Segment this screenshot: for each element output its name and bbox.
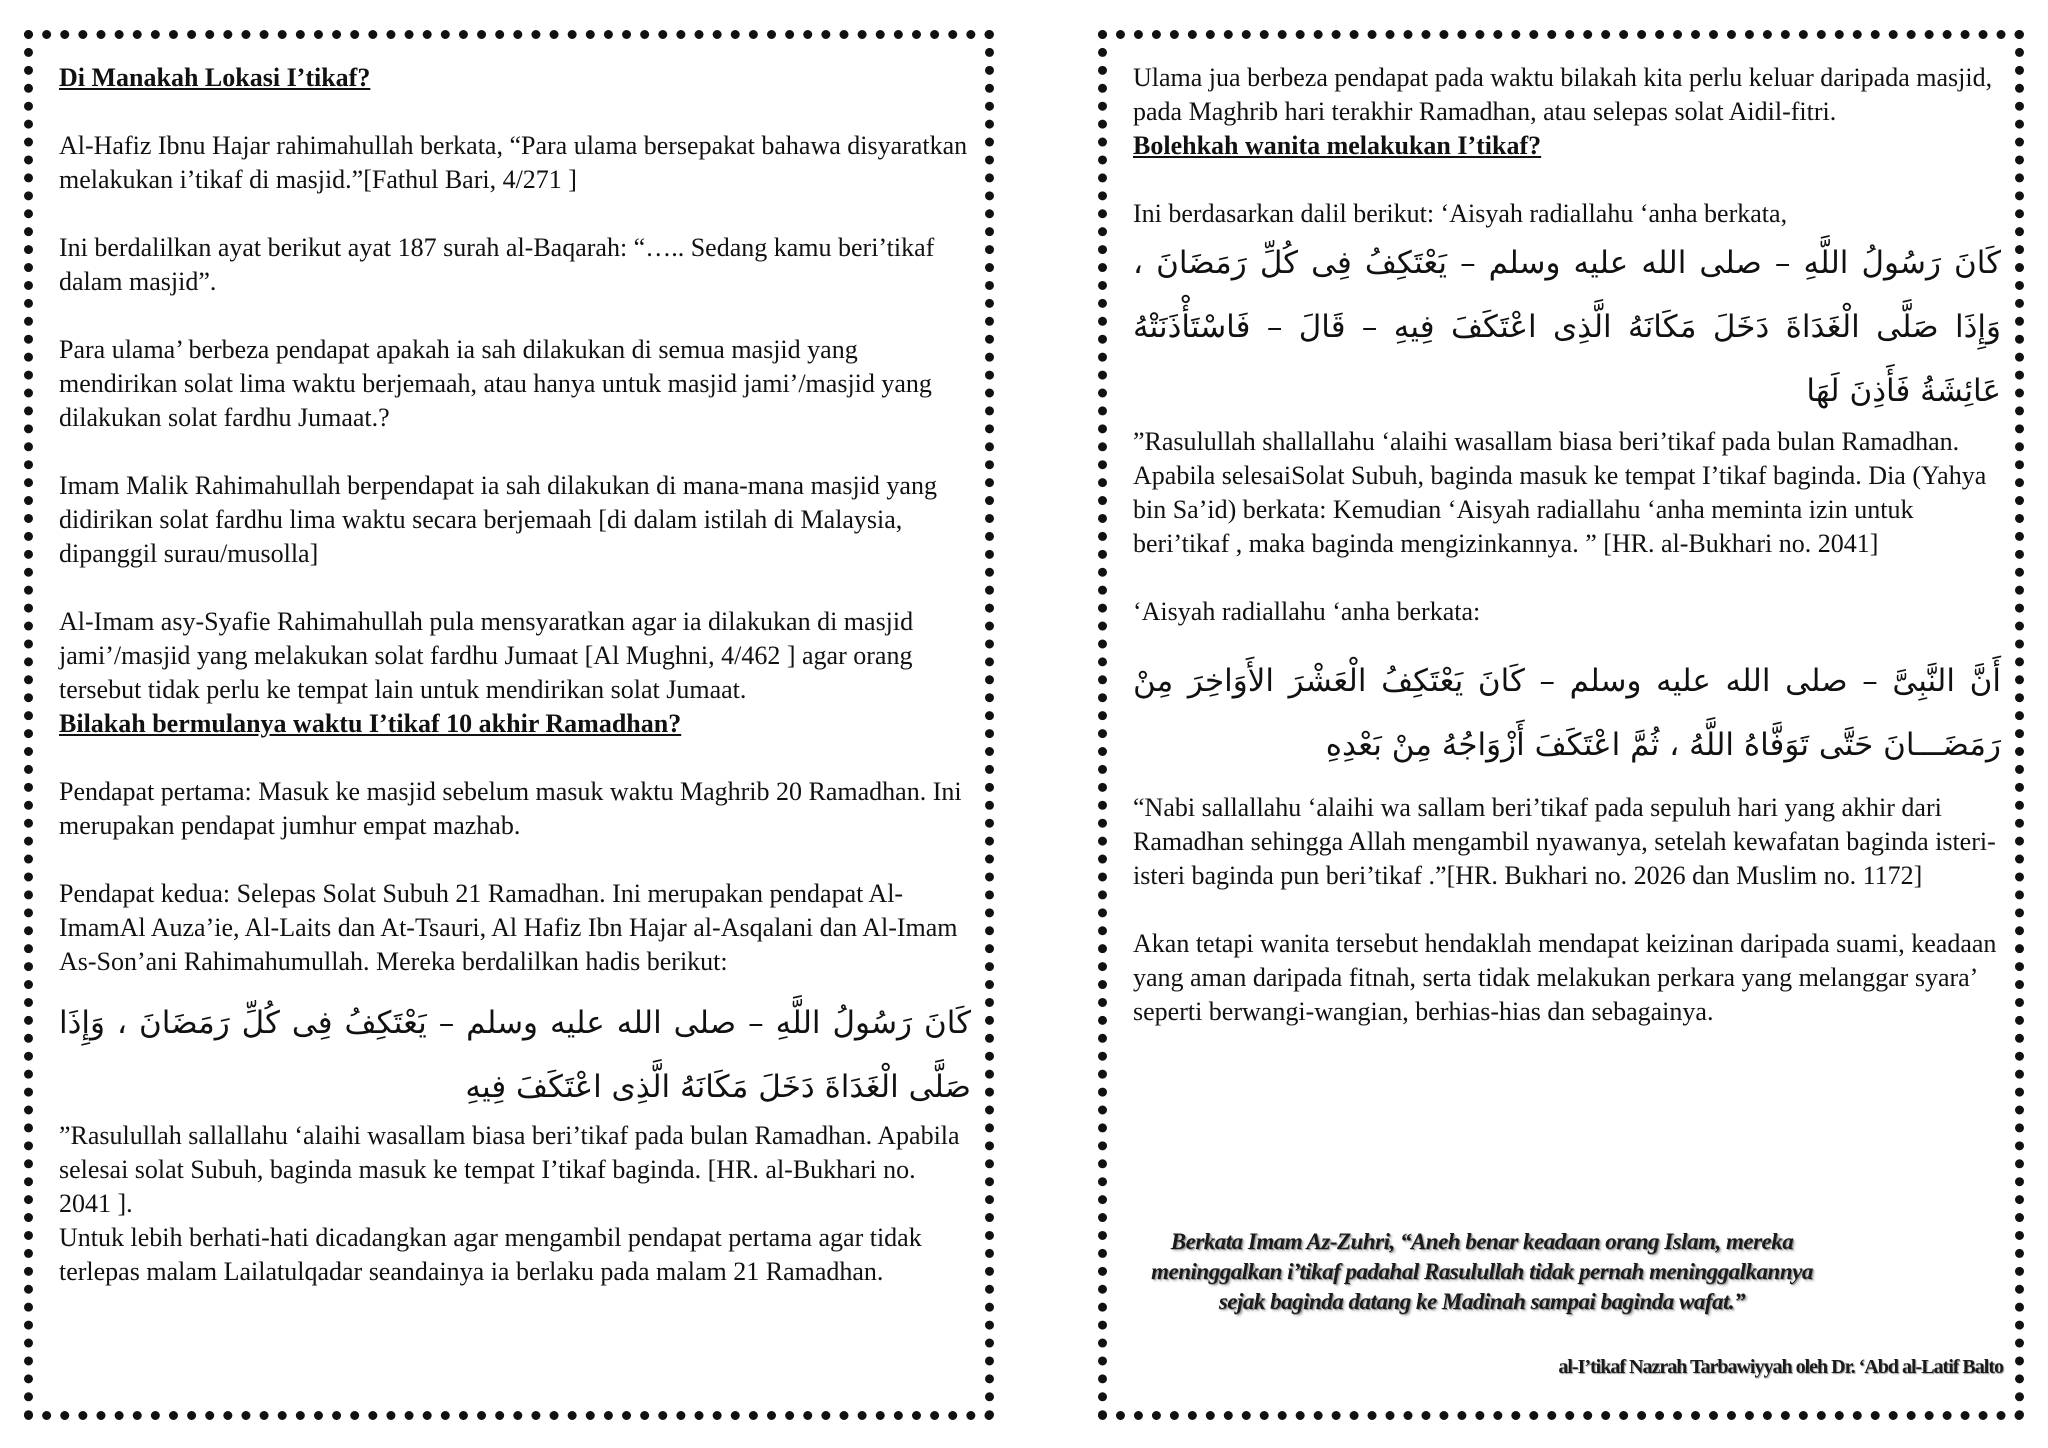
paragraph-pendapat-kedua: Pendapat kedua: Selepas Solat Subuh 21 Ramadhan. Ini merupakan pendapat Al-ImamAl Auza’ie, Al-Laits dan At-Tsauri, Al Hafiz Ibn Hajar al-Asqalani dan Al-Imam As-Son’ani Rahimahumullah. Mereka berdalilkan hadis berikut: <box>59 879 958 976</box>
right-column-frame <box>1098 30 2024 1420</box>
paragraph-aisyah-berkata: ‘Aisyah radiallahu ‘anha berkata: <box>1133 597 1481 626</box>
paragraph-imam-malik: Imam Malik Rahimahullah berpendapat ia sah dilakukan di mana-mana masjid yang didirikan solat fardhu lima waktu secara berjemaah [di dalam istilah di Malaysia, dipanggil surau/musolla] <box>59 471 937 568</box>
paragraph-al-baqarah: Ini berdalilkan ayat berikut ayat 187 surah al-Baqarah: “….. Sedang kamu beri’tikaf dalam masjid”. <box>59 233 935 296</box>
paragraph-hadith-translation-3: “Nabi sallallahu ‘alaihi wa sallam beri’tikaf pada sepuluh hari yang akhir dari Ramadhan sehingga Allah mengambil nyawanya, setelah kewafatan baginda isteri-isteri baginda pun beri’tikaf .”[HR. Bukhari no. 2026 dan Muslim no. 1172] <box>1133 793 1996 890</box>
paragraph-hadith-translation-2: ”Rasulullah shallallahu ‘alaihi wasallam biasa beri’tikaf pada bulan Ramadhan. Apabila selesaiSolat Subuh, baginda masuk ke tempat I’tikaf baginda. Dia (Yahya bin Sa’id) berkata: Kemudian ‘Aisyah radiallahu ‘anha meminta izin untuk beri’tikaf , maka baginda mengizinkannya. ” [HR. al-Bukhari no. 2041] <box>1133 427 1987 558</box>
paragraph-imam-syafie: Al-Imam asy-Syafie Rahimahullah pula mensyaratkan agar ia dilakukan di masjid jami’/masjid yang melakukan solat fardhu Jumaat [Al Mughni, 4/462 ] agar orang tersebut tidak perlu ke tempat lain untuk mendirikan solat Jumaat. <box>59 607 914 704</box>
arabic-hadith-3: أَنَّ النَّبِىَّ – صلى الله عليه وسلم – كَانَ يَعْتَكِفُ الْعَشْرَ الأَوَاخِرَ مِنْ رَمَضَـــانَ حَتَّى تَوَفَّاهُ اللَّهُ ، ثُمَّ اعْتَكَفَ أَزْوَاجُهُ مِنْ بَعْدِهِ <box>1133 663 2001 763</box>
arabic-hadith-1: كَانَ رَسُولُ اللَّهِ – صلى الله عليه وسلم – يَعْتَكِفُ فِى كُلِّ رَمَضَانَ ، وَإِذَا صَلَّى الْغَدَاةَ دَخَلَ مَكَانَهُ الَّذِى اعْتَكَفَ فِيهِ <box>59 1005 971 1105</box>
paragraph-keluar-masjid: Ulama jua berbeza pendapat pada waktu bilakah kita perlu keluar daripada masjid, pada Maghrib hari terakhir Ramadhan, atau selepas solat Aidil-fitri. <box>1133 63 1993 126</box>
heading-wanita-itikaf: Bolehkah wanita melakukan I’tikaf? <box>1133 131 1542 160</box>
left-column-frame <box>24 30 994 1420</box>
paragraph-izin-suami: Akan tetapi wanita tersebut hendaklah mendapat keizinan daripada suami, keadaan yang aman daripada fitnah, serta tidak melakukan perkara yang melanggar syara’ seperti berwangi-wangian, berhias-hias dan sebagainya. <box>1133 929 1997 1026</box>
left-column-content <box>59 61 971 1289</box>
arabic-hadith-2: كَانَ رَسُولُ اللَّهِ – صلى الله عليه وسلم – يَعْتَكِفُ فِى كُلِّ رَمَضَانَ ، وَإِذَا صَلَّى الْغَدَاةَ دَخَلَ مَكَانَهُ الَّذِى اعْتَكَفَ فِيهِ – قَالَ – فَاسْتَأْذَنَتْهُ عَائِشَةُ فَأَذِنَ لَهَا <box>1133 245 2001 409</box>
heading-bilakah-bermula: Bilakah bermulanya waktu I’tikaf 10 akhir Ramadhan? <box>59 709 682 738</box>
paragraph-ibnu-hajar: Al-Hafiz Ibnu Hajar rahimahullah berkata, “Para ulama bersepakat bahawa disyaratkan melakukan i’tikaf di masjid.”[Fathul Bari, 4/271 ] <box>59 131 968 194</box>
source-credit: al-I’tikaf Nazrah Tarbawiyyah oleh Dr. ‘Abd al-Latif Balto <box>1558 1356 2003 1378</box>
paragraph-ulama-berbeza: Para ulama’ berbeza pendapat apakah ia sah dilakukan di semua masjid yang mendirikan solat lima waktu berjemaah, atau hanya untuk masjid jami’/masjid yang dilakukan solat fardhu Jumaat.? <box>59 335 932 432</box>
paragraph-dalil-aisyah: Ini berdasarkan dalil berikut: ‘Aisyah radiallahu ‘anha berkata, <box>1133 199 1788 228</box>
paragraph-hadith-translation: ”Rasulullah sallallahu ‘alaihi wasallam biasa beri’tikaf pada bulan Ramadhan. Apabila selesai solat Subuh, baginda masuk ke tempat I’tikaf baginda. [HR. al-Bukhari no. 2041 ]. <box>59 1121 960 1218</box>
right-column-content <box>1133 61 2001 1029</box>
paragraph-berhati-hati: Untuk lebih berhati-hati dicadangkan agar mengambil pendapat pertama agar tidak terlepas malam Lailatulqadar seandainya ia berlaku pada malam 21 Ramadhan. <box>59 1223 922 1286</box>
imam-az-zuhri-quote: Berkata Imam Az-Zuhri, “Aneh benar keadaan orang Islam, mereka meninggalkan i’tikaf padahal Rasulullah tidak pernah meninggalkannya sejak baginda datang ke Madinah sampai baginda wafat.” <box>1151 1229 1813 1314</box>
heading-lokasi-itikaf: Di Manakah Lokasi I’tikaf? <box>59 63 371 92</box>
paragraph-pendapat-pertama: Pendapat pertama: Masuk ke masjid sebelum masuk waktu Maghrib 20 Ramadhan. Ini merupakan pendapat jumhur empat mazhab. <box>59 777 962 840</box>
